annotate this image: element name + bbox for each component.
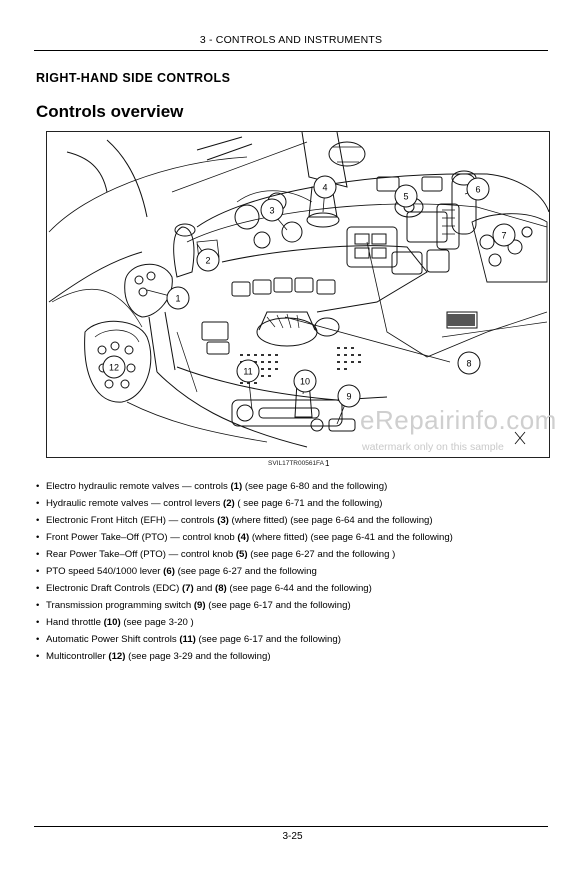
callout-9 (338, 385, 360, 407)
list-item: • Hand throttle (10) (see page 3-20 ) (36, 614, 546, 631)
callout-1 (167, 287, 189, 309)
bullet-icon: • (36, 549, 40, 560)
footer-divider (34, 826, 548, 827)
figure-caption-code: SVIL17TR00561FA (268, 460, 325, 467)
svg-text:9: 9 (346, 391, 352, 402)
page-title: Controls overview (36, 102, 184, 121)
list-item: • Electronic Front Hitch (EFH) — controls (3) (where fitted) (see page 6-64 and the following) (36, 512, 546, 529)
callout-12 (103, 356, 125, 378)
list-item: • Rear Power Take–Off (PTO) — control knob (5) (see page 6-27 and the following ) (36, 546, 546, 563)
svg-text:3: 3 (269, 205, 275, 216)
svg-text:12: 12 (108, 362, 120, 373)
callout-8 (458, 352, 480, 374)
callout-3 (261, 199, 283, 221)
callout-5 (395, 185, 417, 207)
page-number: 3-25 (282, 831, 303, 842)
watermark-site: eRepairinfo.com (360, 405, 557, 435)
list-item: • PTO speed 540/1000 lever (6) (see page 6-27 and the following (36, 563, 546, 580)
svg-text:7: 7 (501, 230, 507, 241)
list-item: • Transmission programming switch (9) (see page 6-17 and the following) (36, 597, 546, 614)
bullet-icon: • (36, 532, 40, 543)
svg-text:4: 4 (322, 182, 328, 193)
list-item: • Electronic Draft Controls (EDC) (7) and (8) (see page 6-44 and the following) (36, 580, 546, 597)
svg-text:1: 1 (175, 293, 181, 304)
bullet-icon: • (36, 617, 40, 628)
bullet-icon: • (36, 481, 40, 492)
chapter-header: 3 - CONTROLS AND INSTRUMENTS (199, 34, 383, 46)
svg-text:5: 5 (403, 191, 409, 202)
controls-list (36, 478, 546, 665)
list-item: • Front Power Take–Off (PTO) — control knob (4) (where fitted) (see page 6-41 and the following) (36, 529, 546, 546)
callout-4 (314, 176, 336, 198)
list-item: • Multicontroller (12) (see page 3-29 and the following) (36, 648, 546, 665)
section-title: RIGHT-HAND SIDE CONTROLS (36, 71, 231, 85)
svg-text:2: 2 (205, 255, 211, 266)
figure-number: 1 (325, 459, 330, 468)
callout-11 (237, 360, 259, 382)
list-item: • Automatic Power Shift controls (11) (see page 6-17 and the following) (36, 631, 546, 648)
callout-2 (197, 249, 219, 271)
header-divider (34, 50, 548, 51)
svg-text:11: 11 (243, 366, 253, 377)
bullet-icon: • (36, 634, 40, 645)
callout-6 (467, 178, 489, 200)
callout-7 (493, 224, 515, 246)
svg-text:8: 8 (466, 358, 472, 369)
svg-text:6: 6 (475, 184, 481, 195)
bullet-icon: • (36, 498, 40, 509)
bullet-icon: • (36, 566, 40, 577)
bullet-icon: • (36, 651, 40, 662)
bullet-icon: • (36, 600, 40, 611)
callout-10 (294, 370, 316, 392)
bullet-icon: • (36, 515, 40, 526)
svg-text:10: 10 (299, 376, 311, 387)
bullet-icon: • (36, 583, 40, 594)
list-item: • Electro hydraulic remote valves — controls (1) (see page 6-80 and the following) (36, 478, 546, 495)
watermark-note: watermark only on this sample (362, 441, 504, 453)
list-item: • Hydraulic remote valves — control levers (2) ( see page 6-71 and the following) (36, 495, 546, 512)
